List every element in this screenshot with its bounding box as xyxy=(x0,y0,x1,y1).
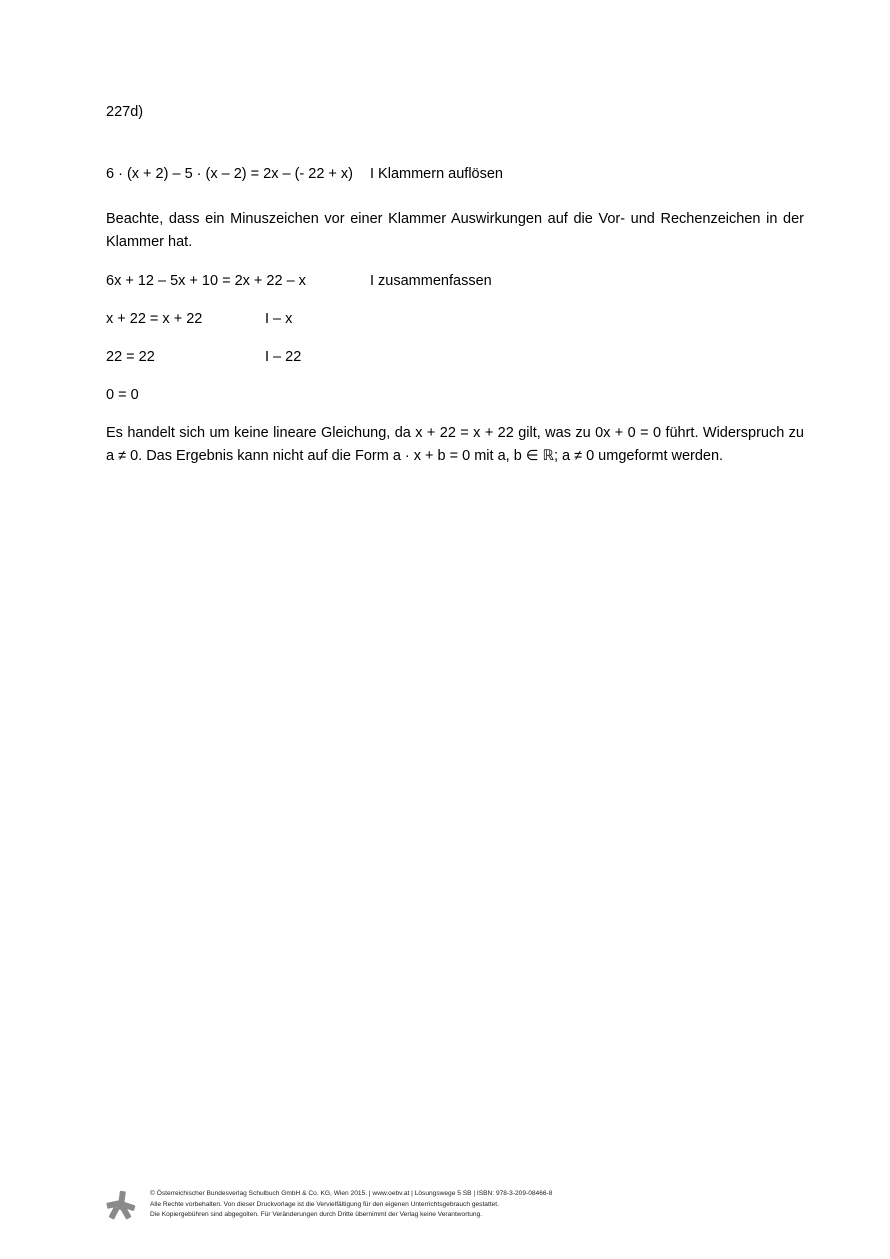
conclusion-paragraph: Es handelt sich um keine lineare Gleichung, da x + 22 = x + 22 gilt, was zu 0x + 0 = 0 führt. Widerspruch zu a ≠ 0. Das Ergebnis kann nicht auf die Form a · x + b = 0 mit a, b ∈ ℝ; a ≠ 0 umgeformt werden. xyxy=(106,425,804,464)
footer-copyright-text xyxy=(150,1189,552,1221)
page-footer xyxy=(106,1188,706,1224)
equation-step-4-note: I – 22 xyxy=(265,349,302,365)
footer-line-3: Die Kopiergebühren sind abgegolten. Für Veränderungen durch Dritte übernimmt der Verlag keine Verantwortung. xyxy=(150,1211,483,1218)
footer-line-2: Alle Rechte vorbehalten. Von dieser Druckvorlage ist die Vervielfältigung für den eigenen Unterrichtsgebrauch gestattet. xyxy=(150,1200,499,1208)
equation-step-1: 6 · (x + 2) – 5 · (x – 2) = 2x – (- 22 + x) xyxy=(106,166,353,182)
equation-step-5: 0 = 0 xyxy=(106,387,139,403)
equation-step-3: x + 22 = x + 22 xyxy=(106,311,203,327)
equation-step-3-note: I – x xyxy=(265,311,293,327)
exercise-number: 227d) xyxy=(106,104,144,120)
equation-step-2-note: I zusammenfassen xyxy=(370,273,492,289)
hint-paragraph: Beachte, dass ein Minuszeichen vor einer Klammer Auswirkungen auf die Vor- und Rechenzeichen in der Klammer hat. xyxy=(106,211,804,250)
equation-step-2: 6x + 12 – 5x + 10 = 2x + 22 – x xyxy=(106,273,306,289)
publisher-logo-icon xyxy=(106,1190,136,1220)
footer-line-1: © Österreichischer Bundesverlag Schulbuch GmbH & Co. KG, Wien 2015. | www.oebv.at | Lösungswege 5 SB | ISBN: 978-3-209-08466-8 xyxy=(150,1190,553,1197)
equation-step-1-note: I Klammern auflösen xyxy=(370,166,503,182)
equation-step-4: 22 = 22 xyxy=(106,349,155,365)
